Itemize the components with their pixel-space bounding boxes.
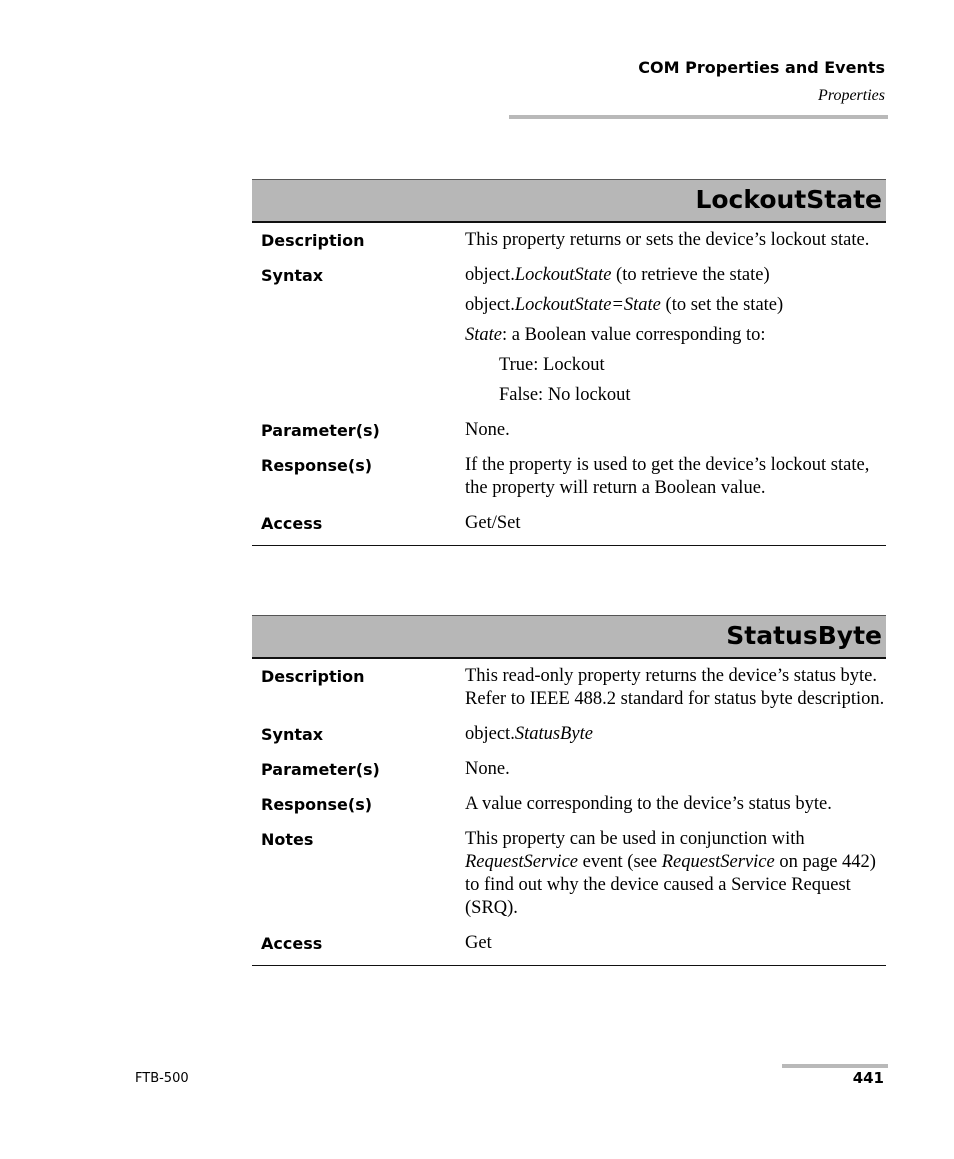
chapter-title: COM Properties and Events bbox=[638, 58, 885, 77]
row-label: Response(s) bbox=[261, 795, 373, 814]
row-content bbox=[465, 264, 886, 407]
access-row bbox=[252, 926, 886, 961]
parameters-row bbox=[252, 752, 886, 787]
notes-row bbox=[252, 822, 886, 926]
row-label: Description bbox=[261, 231, 365, 250]
row-label: Response(s) bbox=[261, 456, 373, 475]
row-label: Syntax bbox=[261, 725, 324, 744]
value-false: False: No lockout bbox=[499, 385, 631, 405]
value-true: True: Lockout bbox=[499, 355, 605, 375]
page-number: 441 bbox=[852, 1069, 884, 1087]
row-label: Access bbox=[261, 514, 323, 533]
description-row bbox=[252, 223, 886, 258]
section-title: Properties bbox=[818, 87, 885, 104]
syntax-row bbox=[252, 717, 886, 752]
property-title: StatusByte bbox=[252, 615, 886, 659]
syntax-line: object.LockoutState (to retrieve the state) bbox=[465, 265, 770, 285]
syntax-line: object.LockoutState=State (to set the state) bbox=[465, 295, 784, 315]
response-row bbox=[252, 448, 886, 506]
row-content: Get bbox=[465, 933, 492, 953]
statusbyte-block bbox=[252, 615, 886, 966]
row-content: If the property is used to get the device’s lockout state, the property will return a Boolean value. bbox=[465, 455, 870, 498]
footer-product: FTB-500 bbox=[135, 1071, 189, 1086]
row-label: Parameter(s) bbox=[261, 760, 380, 779]
syntax-row bbox=[252, 258, 886, 413]
response-row bbox=[252, 787, 886, 822]
syntax-line: State: a Boolean value corresponding to: bbox=[465, 325, 766, 345]
property-rows bbox=[252, 659, 886, 966]
description-row bbox=[252, 659, 886, 717]
property-rows bbox=[252, 223, 886, 546]
row-label: Syntax bbox=[261, 266, 324, 285]
row-content bbox=[465, 229, 886, 252]
row-content: None. bbox=[465, 759, 510, 779]
row-content: A value corresponding to the device’s status byte. bbox=[465, 794, 832, 814]
parameters-row bbox=[252, 413, 886, 448]
access-row bbox=[252, 506, 886, 541]
row-label: Parameter(s) bbox=[261, 421, 380, 440]
row-content: None. bbox=[465, 420, 510, 440]
row-content: object.StatusByte bbox=[465, 724, 593, 744]
property-title: LockoutState bbox=[252, 179, 886, 223]
row-label: Description bbox=[261, 667, 365, 686]
row-label: Access bbox=[261, 934, 323, 953]
row-content: Get/Set bbox=[465, 513, 521, 533]
running-header bbox=[509, 57, 885, 107]
row-content: This property can be used in conjunction with RequestService event (see RequestService on page 442) to find out why the device caused a Service Request (SRQ). bbox=[465, 829, 876, 918]
description-text: This property returns or sets the device’s lockout state. bbox=[465, 230, 870, 250]
lockoutstate-block bbox=[252, 179, 886, 546]
row-label: Notes bbox=[261, 830, 314, 849]
footer-rule bbox=[782, 1064, 888, 1068]
header-rule bbox=[509, 115, 888, 119]
row-content: This read-only property returns the device’s status byte. Refer to IEEE 488.2 standard for status byte description. bbox=[465, 666, 885, 709]
